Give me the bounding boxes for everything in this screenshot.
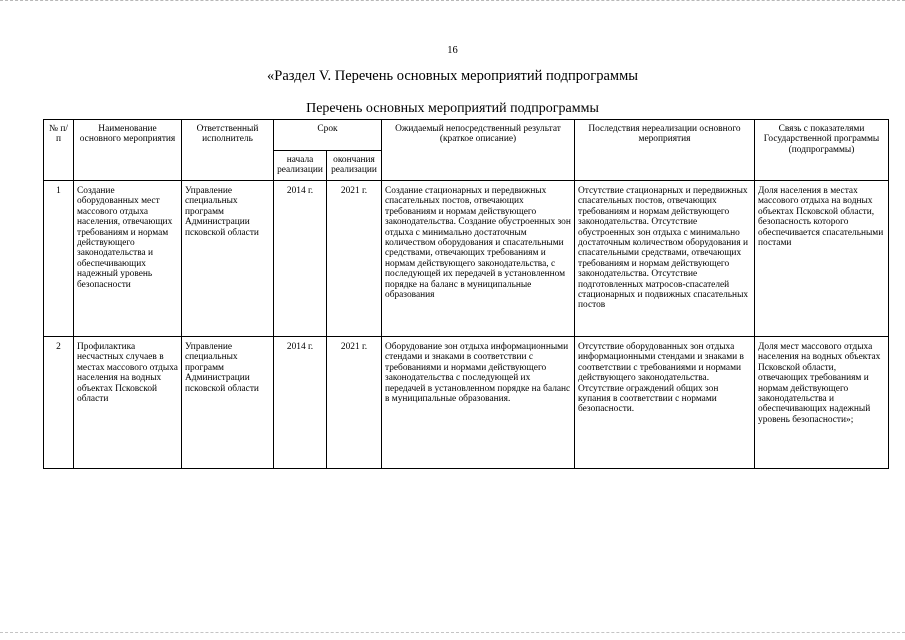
scan-edge-top: [0, 0, 905, 3]
row-name: Создание оборудованных мест массового отдыха населения, отвечающих требованиям и нормам действующего законодательства и обеспечивающих надежный уровень безопасности: [74, 181, 182, 337]
row-consequences: Отсутствие оборудованных зон отдыха информационными стендами и знаками в соответствии с требованиями и нормами действующего законодательства. Отсутствие ограждений общих зон купания в соответствии с нормами безопасности.: [575, 337, 755, 469]
row-num: 1: [44, 181, 74, 337]
page-number: 16: [447, 45, 458, 56]
row-consequences: Отсутствие стационарных и передвижных спасательных постов, отвечающих требованиям и нормам действующего законодательства. Отсутствие обустроенных зон отдыха с минимально достаточным количеством оборудования и спасательными средствами, отвечающих требованиям и нормам действующего законодательства. Отсутствие подготовленных матросов-спасателей стационарных и подвижных спасательных постов: [575, 181, 755, 337]
row-link: Доля мест массового отдыха населения на водных объектах Псковской области, отвечающих требованиям и нормам действующего законодательства и обеспечивающих надежный уровень безопасности»;: [755, 337, 889, 469]
header-term-end: окончания реализации: [327, 151, 382, 181]
row-num: 2: [44, 337, 74, 469]
row-responsible: Управление специальных программ Администрации псковской области: [182, 337, 274, 469]
row-link: Доля населения в местах массового отдыха на водных объектах Псковской области, безопасность которого обеспечивается спасательными постами: [755, 181, 889, 337]
row-end: 2021 г.: [327, 181, 382, 337]
header-num: № п/п: [44, 120, 74, 181]
header-expected-result: Ожидаемый непосредственный результат (краткое описание): [382, 120, 575, 181]
row-responsible: Управление специальных программ Администрации псковской области: [182, 181, 274, 337]
table-row: [44, 181, 889, 337]
header-term: Срок: [274, 120, 382, 151]
header-responsible: Ответственный исполнитель: [182, 120, 274, 181]
scan-edge-bottom: [0, 632, 905, 635]
row-expected-result: Оборудование зон отдыха информационными стендами и знаками в соответствии с требованиями и нормами действующего законодательства с последующей их передачей в установленном порядке на баланс в муниципальные образования.: [382, 337, 575, 469]
row-expected-result: Создание стационарных и передвижных спасательных постов, отвечающих требованиям и нормам действующего законодательства. Создание обустроенных зон отдыха с минимально достаточным количеством оборудования и спасательными средствами, отвечающих требованиям и нормам действующего законодательства, с последующей их передачей в установленном порядке на баланс в муниципальные образования: [382, 181, 575, 337]
header-consequences: Последствия нереализации основного мероприятия: [575, 120, 755, 181]
header-term-start: начала реализации: [274, 151, 327, 181]
table-row: [44, 337, 889, 469]
row-name: Профилактика несчастных случаев в местах массового отдыха населения на водных объектах Псковской области: [74, 337, 182, 469]
row-end: 2021 г.: [327, 337, 382, 469]
table-caption: Перечень основных мероприятий подпрограммы: [306, 101, 599, 116]
row-start: 2014 г.: [274, 181, 327, 337]
row-start: 2014 г.: [274, 337, 327, 469]
header-name: Наименование основного мероприятия: [74, 120, 182, 181]
section-title: «Раздел V. Перечень основных мероприятий подпрограммы: [267, 68, 638, 84]
header-row: [44, 120, 889, 151]
measures-table: [43, 119, 889, 469]
header-link: Связь с показателями Государственной программы (подпрограммы): [755, 120, 889, 181]
